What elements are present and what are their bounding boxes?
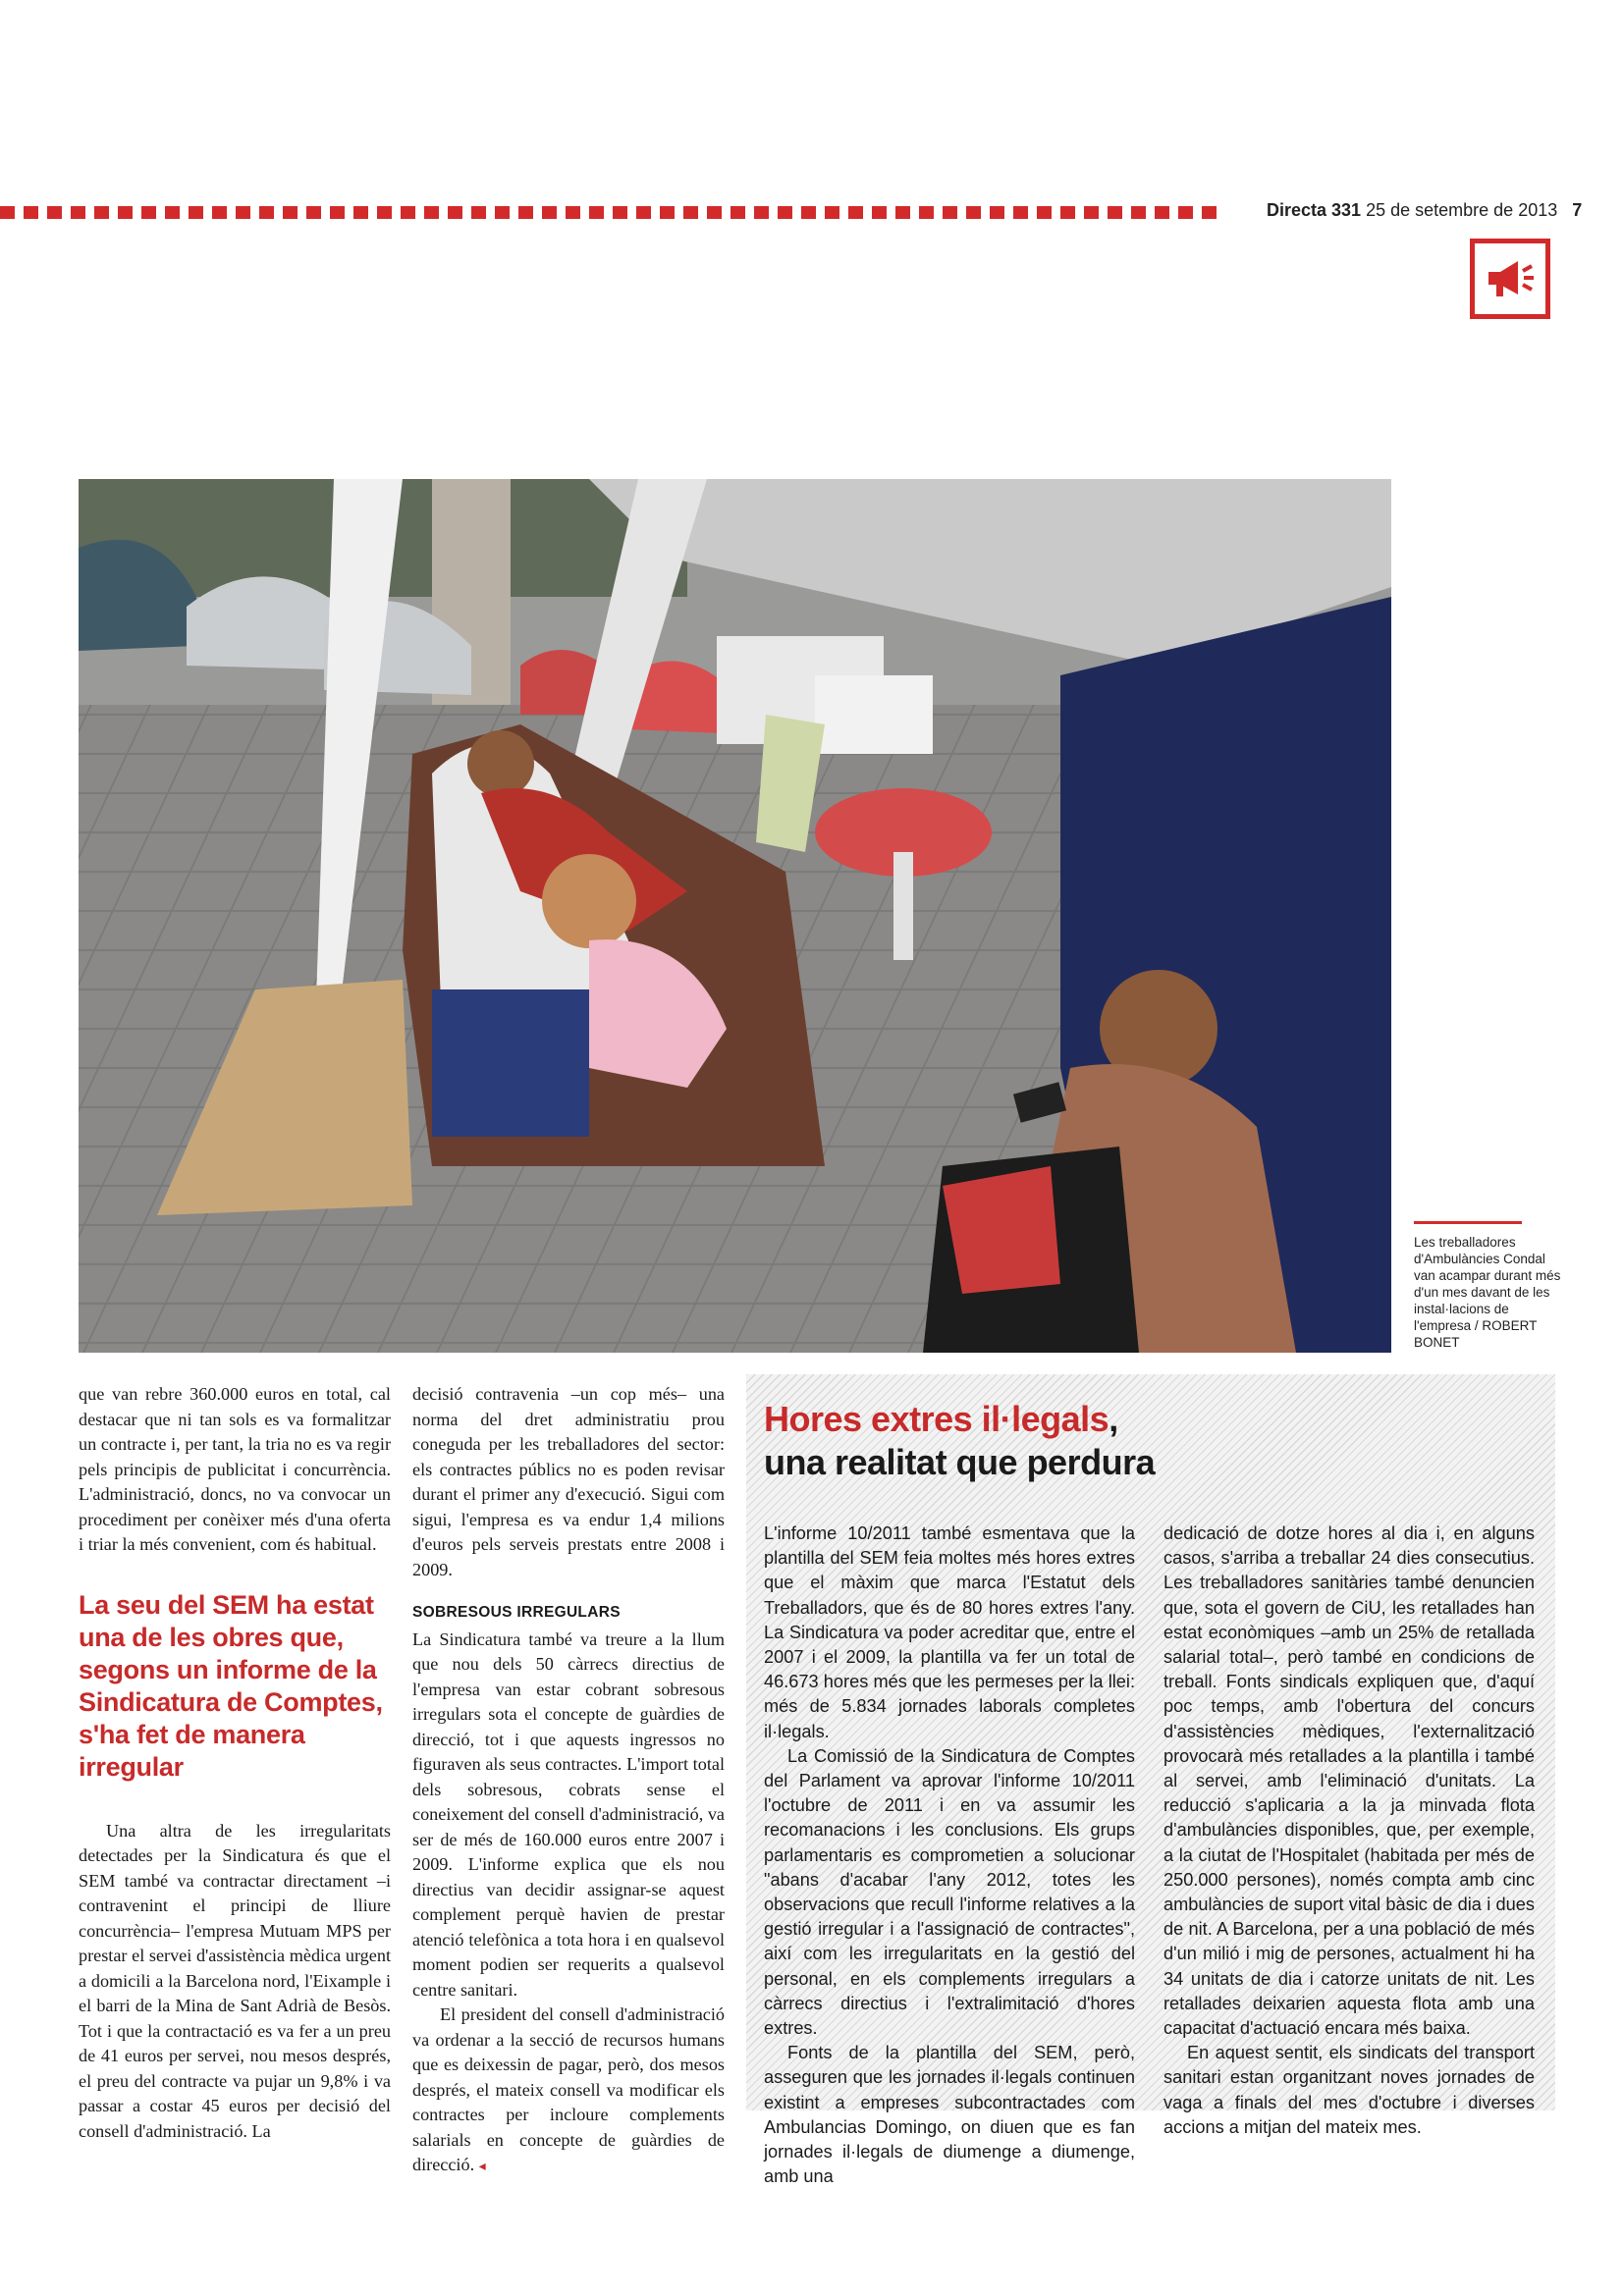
rule-dash [1131,206,1146,219]
section-badge [1470,239,1550,319]
rule-dash [566,206,580,219]
rule-dash [1013,206,1028,219]
article-column-1 [79,1382,391,2144]
rule-dash [71,206,85,219]
rule-dash [330,206,345,219]
paragraph: La Sindicatura també va treure a la llum que nou dels 50 càrrecs directius de l'empresa van estar cobrant sobresous irregulars sota el concepte de guàrdies de direcció, tot i que aquests ingressos no figuraven als seus contractes. L'import total dels sobresous, cobrats sense el coneixement del consell d'administració, va ser de més de 160.000 euros entre 2007 i 2009. L'informe explica que els nou directius van decidir assignar-se aquest complement perquè havien de prestar atenció telefònica a tota hora i en qualsevol moment podien ser requerits a qualsevol centre sanitari. [412,1629,725,2000]
paragraph-text: El president del consell d'administració va ordenar a la secció de recursos humans que es deixessin de pagar, però, dos mesos després, el mateix consell va modificar els contractes per incloure complements salarials en concepte de guàrdies de direcció. [412,2004,725,2174]
rule-dash [1178,206,1193,219]
rule-dash [47,206,62,219]
rule-dash [660,206,675,219]
rule-dash [0,206,15,219]
rule-dash [118,206,133,219]
rule-dash [471,206,486,219]
rule-dash [919,206,934,219]
rule-dash [613,206,627,219]
rule-dash [1202,206,1217,219]
rule-dash [377,206,392,219]
paragraph: Una altra de les irregularitats detectades per la Sindicatura és que el SEM també va contractar directament –i contravenint el principi de lliure concurrència– l'empresa Mutuam MPS per prestar el servei d'assistència mèdica urgent a domicili a la Barcelona nord, l'Eixample i el barri de la Mina de Sant Adrià de Besòs. Tot i que la contractació es va fer a un preu de 41 euros per servei, nou mesos després, el preu del contracte va pujar un 9,8% i va passar a costar 45 euros per decisió del consell d'administració. La [79,1820,391,2141]
rule-dash [448,206,462,219]
rule-dash [848,206,863,219]
rule-dash [966,206,981,219]
rule-dash [424,206,439,219]
paragraph: decisió contravenia –un cop més– una norma del dret administratiu prou coneguda per les treballadores del sector: els contractes públics no es poden revisar durant el primer any d'execució. Sigui com sigui, l'empresa es va endur 1,4 milions d'euros pels serveis prestats entre 2008 i 2009. [412,1384,725,1579]
rule-dash [283,206,298,219]
rule-dash [236,206,250,219]
rule-dash [1108,206,1122,219]
photo-credit: / ROBERT BONET [1414,1318,1538,1350]
sidebar-column-1 [764,1522,1135,2189]
rule-dash [165,206,180,219]
pull-quote: La seu del SEM ha estat una de les obres que, segons un informe de la Sindicatura de Comptes, s'ha fet de manera irregular [79,1589,383,1782]
caption-text: Les treballadores d'Ambulàncies Condal van acampar durant més d'un mes davant de les instal·lacions de l'empresa [1414,1235,1561,1333]
rule-dash [707,206,722,219]
rule-dash [141,206,156,219]
rule-dash [990,206,1004,219]
rule-dash [401,206,415,219]
sidebar-box [746,1374,1555,2187]
rule-dash [212,206,227,219]
rule-dash [895,206,910,219]
rule-dash [636,206,651,219]
rule-dash [353,206,368,219]
rule-dash [94,206,109,219]
sidebar-title-rest: una realitat que perdura [764,1442,1156,1482]
rule-dash [589,206,604,219]
rule-dash [306,206,321,219]
rule-dash [943,206,957,219]
sidebar-column-2 [1163,1522,1535,2140]
rule-dash [754,206,769,219]
header-dashed-rule [0,206,1222,219]
paragraph [412,2002,725,2180]
page-number: 7 [1572,200,1583,220]
rule-dash [24,206,38,219]
end-mark-icon: ◂ [478,2160,486,2174]
rule-dash [1155,206,1169,219]
rule-dash [825,206,839,219]
rule-dash [683,206,698,219]
sidebar-title [764,1398,1155,1484]
section-subheading: SOBRESOUS IRREGULARS [412,1604,621,1621]
main-photo [79,479,1391,1353]
rule-dash [542,206,557,219]
paragraph: La Comissió de la Sindicatura de Comptes del Parlament va aprovar l'informe 10/2011 l'octubre de 2011 i en va assumir les recomanacions i les conclusions. Els grups parlamentaris es comprometien a solucionar "abans d'acabar l'any 2012, totes les observacions que recull l'informe relatives a la gestió irregular i a l'assignació de contractes", així com les irregularitats en la gestió del personal, en els complements irregulars a càrrecs directius i l'extralimitació d'hores extres. [764,1745,1135,2039]
issue-date: 25 de setembre de 2013 [1366,200,1558,220]
photo-caption [1414,1221,1561,1351]
rule-dash [518,206,533,219]
rule-dash [801,206,816,219]
rule-dash [1060,206,1075,219]
photo-illustration [79,479,1391,1353]
publication-name: Directa 331 [1267,200,1362,220]
rule-dash [730,206,745,219]
page-header [1267,200,1582,221]
article-column-2 [412,1382,725,2180]
rule-dash [872,206,887,219]
caption-rule [1414,1221,1522,1224]
paragraph: L'informe 10/2011 també esmentava que la plantilla del SEM feia moltes més hores extres que el màxim que marca l'Estatut dels Treballadors, que és de 80 hores extres l'any. La Sindicatura va poder acreditar que, entre el 2007 i el 2009, la plantilla va fer un total de 46.673 hores més que les permeses per la llei: més de 5.834 jornades laborals completes il·legals. [764,1523,1135,1741]
rule-dash [495,206,510,219]
paragraph: dedicació de dotze hores al dia i, en alguns casos, s'arriba a treballar 24 dies consecutius. Les treballadores sanitàries també denuncien que, sota el govern de CiU, les retallades han estat econòmiques –amb un 25% de retallada salarial total–, però també en condicions de treball. Fonts sindicals expliquen que, d'aquí poc temps, amb l'obertura del concurs d'assistències mèdiques, l'externalització provocarà més retallades a la plantilla i també al servei, amb l'eliminació d'unitats. La reducció s'aplicaria a la ja minvada flota d'ambulàncies disponibles, que, per exemple, a la ciutat de l'Hospitalet (habitada per més de 250.000 persones), només compta amb cinc ambulàncies de suport vital bàsic de dia i dues de nit. A Barcelona, per a una població de més d'un milió i mig de persones, actualment hi ha 34 unitats de dia i catorze unitats de nit. Les retallades deixarien aquesta flota amb una capacitat d'actuació encara més baixa. [1163,1523,1535,2039]
rule-dash [189,206,203,219]
rule-dash [1084,206,1099,219]
rule-dash [778,206,792,219]
paragraph: En aquest sentit, els sindicats del transport sanitari estan organitzant noves jornades de vaga a finals del mes d'octubre i diverses accions a mitjan del mateix mes. [1163,2043,1535,2137]
sidebar-title-highlight: Hores extres il·legals [764,1399,1109,1439]
sidebar-title-comma: , [1109,1399,1118,1439]
rule-dash [259,206,274,219]
paragraph: Fonts de la plantilla del SEM, però, asseguren que les jornades il·legals continuen existint a empreses subcontractades com Ambulancias Domingo, on diuen que es fan jornades il·legals de diumenge a diumenge, amb una [764,2043,1135,2187]
paragraph: que van rebre 360.000 euros en total, cal destacar que ni tan sols es va formalitzar un contracte i, per tant, la tria no es va regir pels principis de publicitat i concurrència. L'administració, doncs, no va convocar un procediment per conèixer més d'una oferta i triar la més convenient, com és habitual. [79,1384,391,1554]
rule-dash [1037,206,1052,219]
megaphone-icon [1483,255,1538,302]
